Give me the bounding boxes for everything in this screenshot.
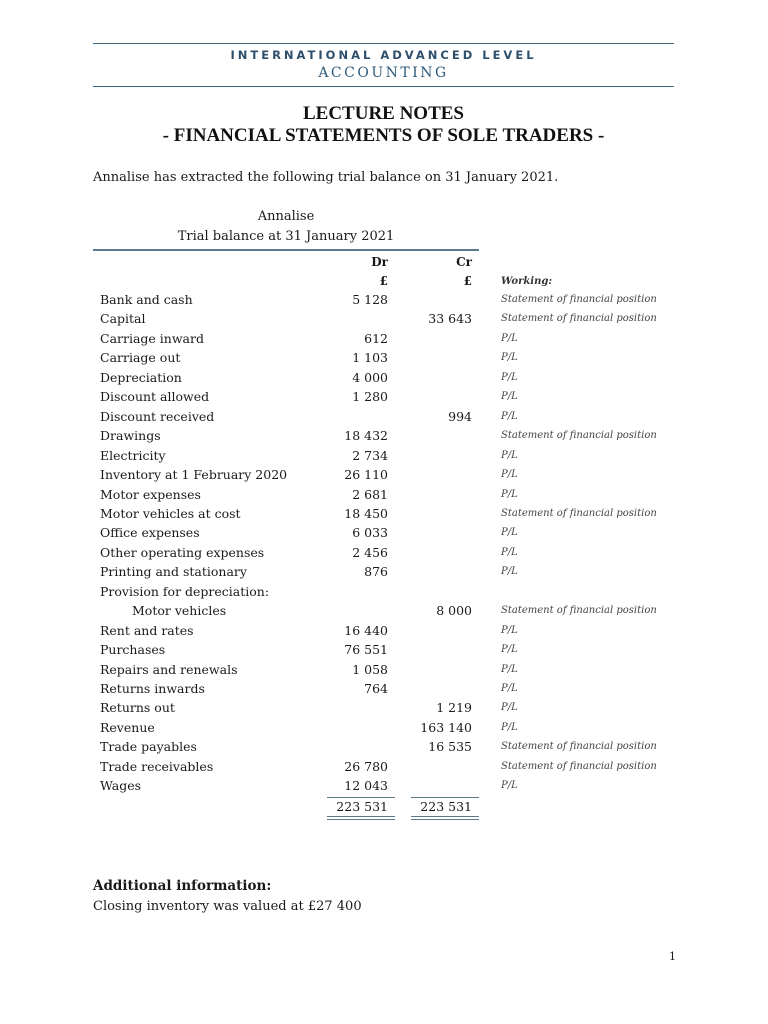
dr-value: 764 <box>364 681 388 696</box>
working-note: P/L <box>501 469 518 481</box>
dr-currency: £ <box>379 274 388 288</box>
table-row <box>0 311 768 331</box>
table-row <box>0 720 768 740</box>
working-note: P/L <box>501 780 518 792</box>
account-label: Other operating expenses <box>100 544 265 560</box>
working-note: Statement of financial position <box>501 313 657 325</box>
account-label: Purchases <box>100 642 166 658</box>
account-label: Carriage inward <box>100 330 204 346</box>
dr-value: 2 681 <box>352 486 388 502</box>
working-note: P/L <box>501 410 518 422</box>
cr-subtotal-rule <box>411 797 479 798</box>
working-note: Statement of financial position <box>501 741 657 753</box>
working-note: P/L <box>501 566 518 578</box>
table-row <box>0 700 768 720</box>
dr-subtotal-rule <box>327 797 395 798</box>
cr-value: 994 <box>448 408 472 424</box>
table-row <box>0 623 768 643</box>
cr-value: 8 000 <box>436 603 472 619</box>
dr-value: 26 780 <box>344 758 388 774</box>
table-row <box>0 525 768 545</box>
table-row <box>0 487 768 507</box>
working-note: P/L <box>501 624 518 636</box>
account-label: Trade receivables <box>100 758 214 774</box>
account-label: Rent and rates <box>100 622 194 638</box>
working-header: Working: <box>501 276 553 287</box>
trial-balance-rule <box>93 249 479 251</box>
working-note: P/L <box>501 721 518 733</box>
table-row <box>0 681 768 701</box>
account-label: Returns out <box>100 700 175 716</box>
table-row <box>0 292 768 312</box>
cr-value: 16 535 <box>428 739 472 755</box>
account-label: Discount allowed <box>100 389 210 405</box>
dr-value: 16 440 <box>344 622 388 638</box>
table-row <box>0 409 768 429</box>
dr-value: 2 734 <box>352 447 388 463</box>
table-row <box>0 350 768 370</box>
table-row <box>0 448 768 468</box>
account-label: Returns inwards <box>100 681 205 696</box>
table-row <box>0 389 768 409</box>
working-note: P/L <box>501 391 518 403</box>
account-label: Motor vehicles <box>132 603 227 619</box>
table-row <box>0 739 768 759</box>
account-label: Revenue <box>100 719 155 735</box>
header-subject: ACCOUNTING <box>318 65 449 81</box>
table-row <box>0 759 768 779</box>
table-row <box>0 331 768 351</box>
working-note: P/L <box>501 352 518 364</box>
account-label: Printing and stationary <box>100 564 247 580</box>
table-row <box>0 545 768 565</box>
working-note: P/L <box>501 546 518 558</box>
cr-column-header: Cr <box>456 255 472 269</box>
table-row <box>0 603 768 623</box>
dr-value: 5 128 <box>352 292 388 307</box>
working-note: P/L <box>501 371 518 383</box>
table-row <box>0 642 768 662</box>
account-label: Office expenses <box>100 525 200 541</box>
account-label: Drawings <box>100 428 161 444</box>
page-title: LECTURE NOTES <box>302 103 465 124</box>
working-note: P/L <box>501 527 518 539</box>
account-label: Provision for depreciation: <box>100 583 270 599</box>
working-note: Statement of financial position <box>501 507 657 519</box>
dr-value: 1 103 <box>352 350 388 366</box>
additional-info-text: Closing inventory was valued at £27 400 <box>93 899 362 914</box>
trial-balance-subtitle: Trial balance at 31 January 2021 <box>177 229 395 244</box>
account-label: Motor expenses <box>100 486 201 502</box>
working-note: P/L <box>501 702 518 714</box>
account-label: Carriage out <box>100 350 181 366</box>
account-label: Repairs and renewals <box>100 661 238 677</box>
table-row <box>0 428 768 448</box>
table-row <box>0 584 768 604</box>
table-row <box>0 506 768 526</box>
cr-currency: £ <box>463 274 472 288</box>
header-top-rule <box>93 43 674 44</box>
table-row <box>0 467 768 487</box>
dr-value: 18 432 <box>344 428 388 444</box>
working-note: Statement of financial position <box>501 605 657 617</box>
account-label: Capital <box>100 311 146 327</box>
dr-value: 76 551 <box>344 642 388 658</box>
account-label: Trade payables <box>100 739 197 755</box>
account-label: Electricity <box>100 447 166 463</box>
cr-total: 223 531 <box>420 799 472 814</box>
dr-value: 2 456 <box>352 544 388 560</box>
working-note: P/L <box>501 332 518 344</box>
dr-value: 4 000 <box>352 369 388 385</box>
account-label: Bank and cash <box>100 292 193 307</box>
additional-info-heading: Additional information: <box>93 878 272 894</box>
working-note: P/L <box>501 644 518 656</box>
table-row <box>0 370 768 390</box>
intro-text: Annalise has extracted the following trial balance on 31 January 2021. <box>93 170 559 185</box>
account-label: Wages <box>100 778 142 794</box>
page-number: 1 <box>669 950 676 963</box>
dr-value: 1 280 <box>352 389 388 405</box>
dr-value: 12 043 <box>344 778 388 794</box>
account-label: Inventory at 1 February 2020 <box>100 467 288 483</box>
working-note: Statement of financial position <box>501 760 657 772</box>
header-level: INTERNATIONAL ADVANCED LEVEL <box>230 48 537 62</box>
working-note: P/L <box>501 449 518 461</box>
table-row <box>0 564 768 584</box>
dr-value: 26 110 <box>344 467 388 483</box>
cr-total-double-rule <box>411 816 479 820</box>
page-subtitle: - FINANCIAL STATEMENTS OF SOLE TRADERS - <box>162 125 605 146</box>
cr-value: 33 643 <box>428 311 472 327</box>
dr-value: 1 058 <box>352 661 388 677</box>
dr-value: 876 <box>364 564 388 580</box>
cr-value: 1 219 <box>436 700 472 716</box>
account-label: Depreciation <box>100 369 182 385</box>
working-note: Statement of financial position <box>501 430 657 442</box>
working-note: P/L <box>501 488 518 500</box>
table-row <box>0 662 768 682</box>
header-bottom-rule <box>93 86 674 87</box>
account-label: Motor vehicles at cost <box>100 505 241 521</box>
dr-value: 6 033 <box>352 525 388 541</box>
account-label: Discount received <box>100 408 215 424</box>
trial-balance-name: Annalise <box>257 209 315 224</box>
table-row <box>0 778 768 798</box>
working-note: P/L <box>501 663 518 675</box>
working-note: Statement of financial position <box>501 294 657 305</box>
dr-total: 223 531 <box>336 799 388 814</box>
dr-total-double-rule <box>327 816 395 820</box>
working-note: P/L <box>501 683 518 694</box>
dr-column-header: Dr <box>371 255 388 269</box>
cr-value: 163 140 <box>420 719 472 735</box>
dr-value: 612 <box>364 330 388 346</box>
dr-value: 18 450 <box>344 505 388 521</box>
